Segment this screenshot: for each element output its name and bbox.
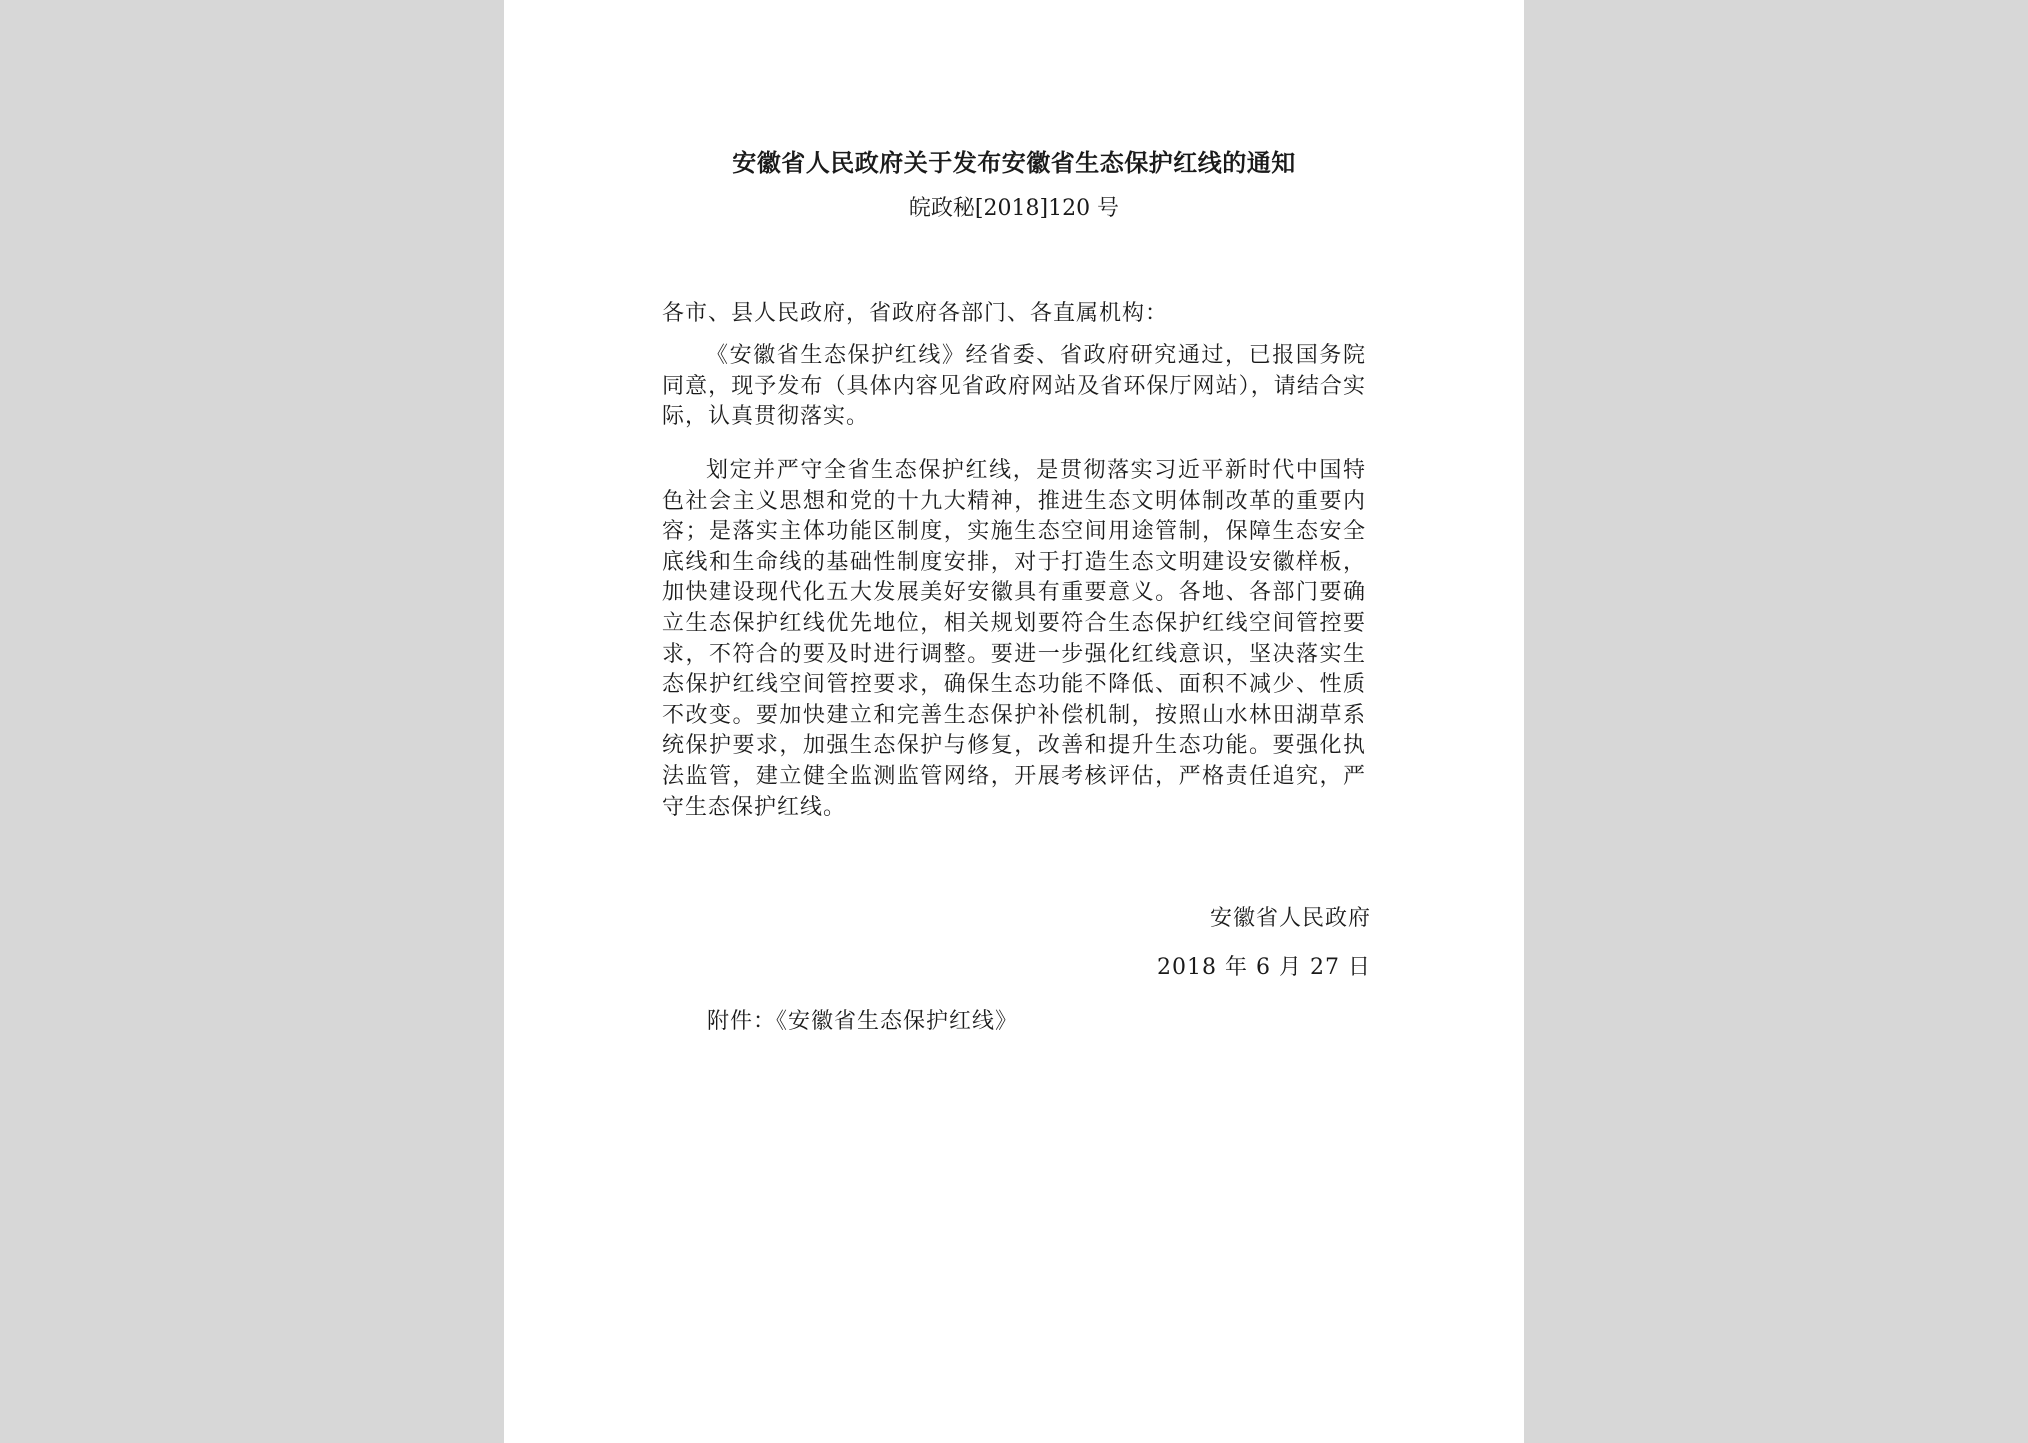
salutation: 各市、县人民政府，省政府各部门、各直属机构： <box>662 301 1169 326</box>
document-number: 皖政秘[2018]120 号 <box>908 196 1120 221</box>
document-page <box>504 0 1524 1443</box>
signature-date: 2018 年 6 月 27 日 <box>1157 955 1371 980</box>
body-paragraph: 划定并严守全省生态保护红线，是贯彻落实习近平新时代中国特色社会主义思想和党的十九大精神，推进生态文明体制改革的重要内容；是落实主体功能区制度，实施生态空间用途管制，保障生态安全底线和生命线的基础性制度安排，对于打造生态文明建设安徽样板，加快建设现代化五大发展美好安徽具有重要意义。各地、各部门要确立生态保护红线优先地位，相关规划要符合生态保护红线空间管控要求，不符合的要及时进行调整。要进一步强化红线意识，坚决落实生态保护红线空间管控要求，确保生态功能不降低、面积不减少、性质不改变。要加快建立和完善生态保护补偿机制，按照山水林田湖草系统保护要求，加强生态保护与修复，改善和提升生态功能。要强化执法监管，建立健全监测监管网络，开展考核评估，严格责任追究，严守生态保护红线。 <box>662 458 1366 820</box>
attachment-note: 附件：《安徽省生态保护红线》 <box>707 1009 1019 1034</box>
signature-organization: 安徽省人民政府 <box>1209 906 1371 931</box>
document-title: 安徽省人民政府关于发布安徽省生态保护红线的通知 <box>732 148 1296 177</box>
body-paragraph: 《安徽省生态保护红线》经省委、省政府研究通过，已报国务院同意，现予发布（具体内容见省政府网站及省环保厅网站），请结合实际，认真贯彻落实。 <box>662 343 1366 430</box>
